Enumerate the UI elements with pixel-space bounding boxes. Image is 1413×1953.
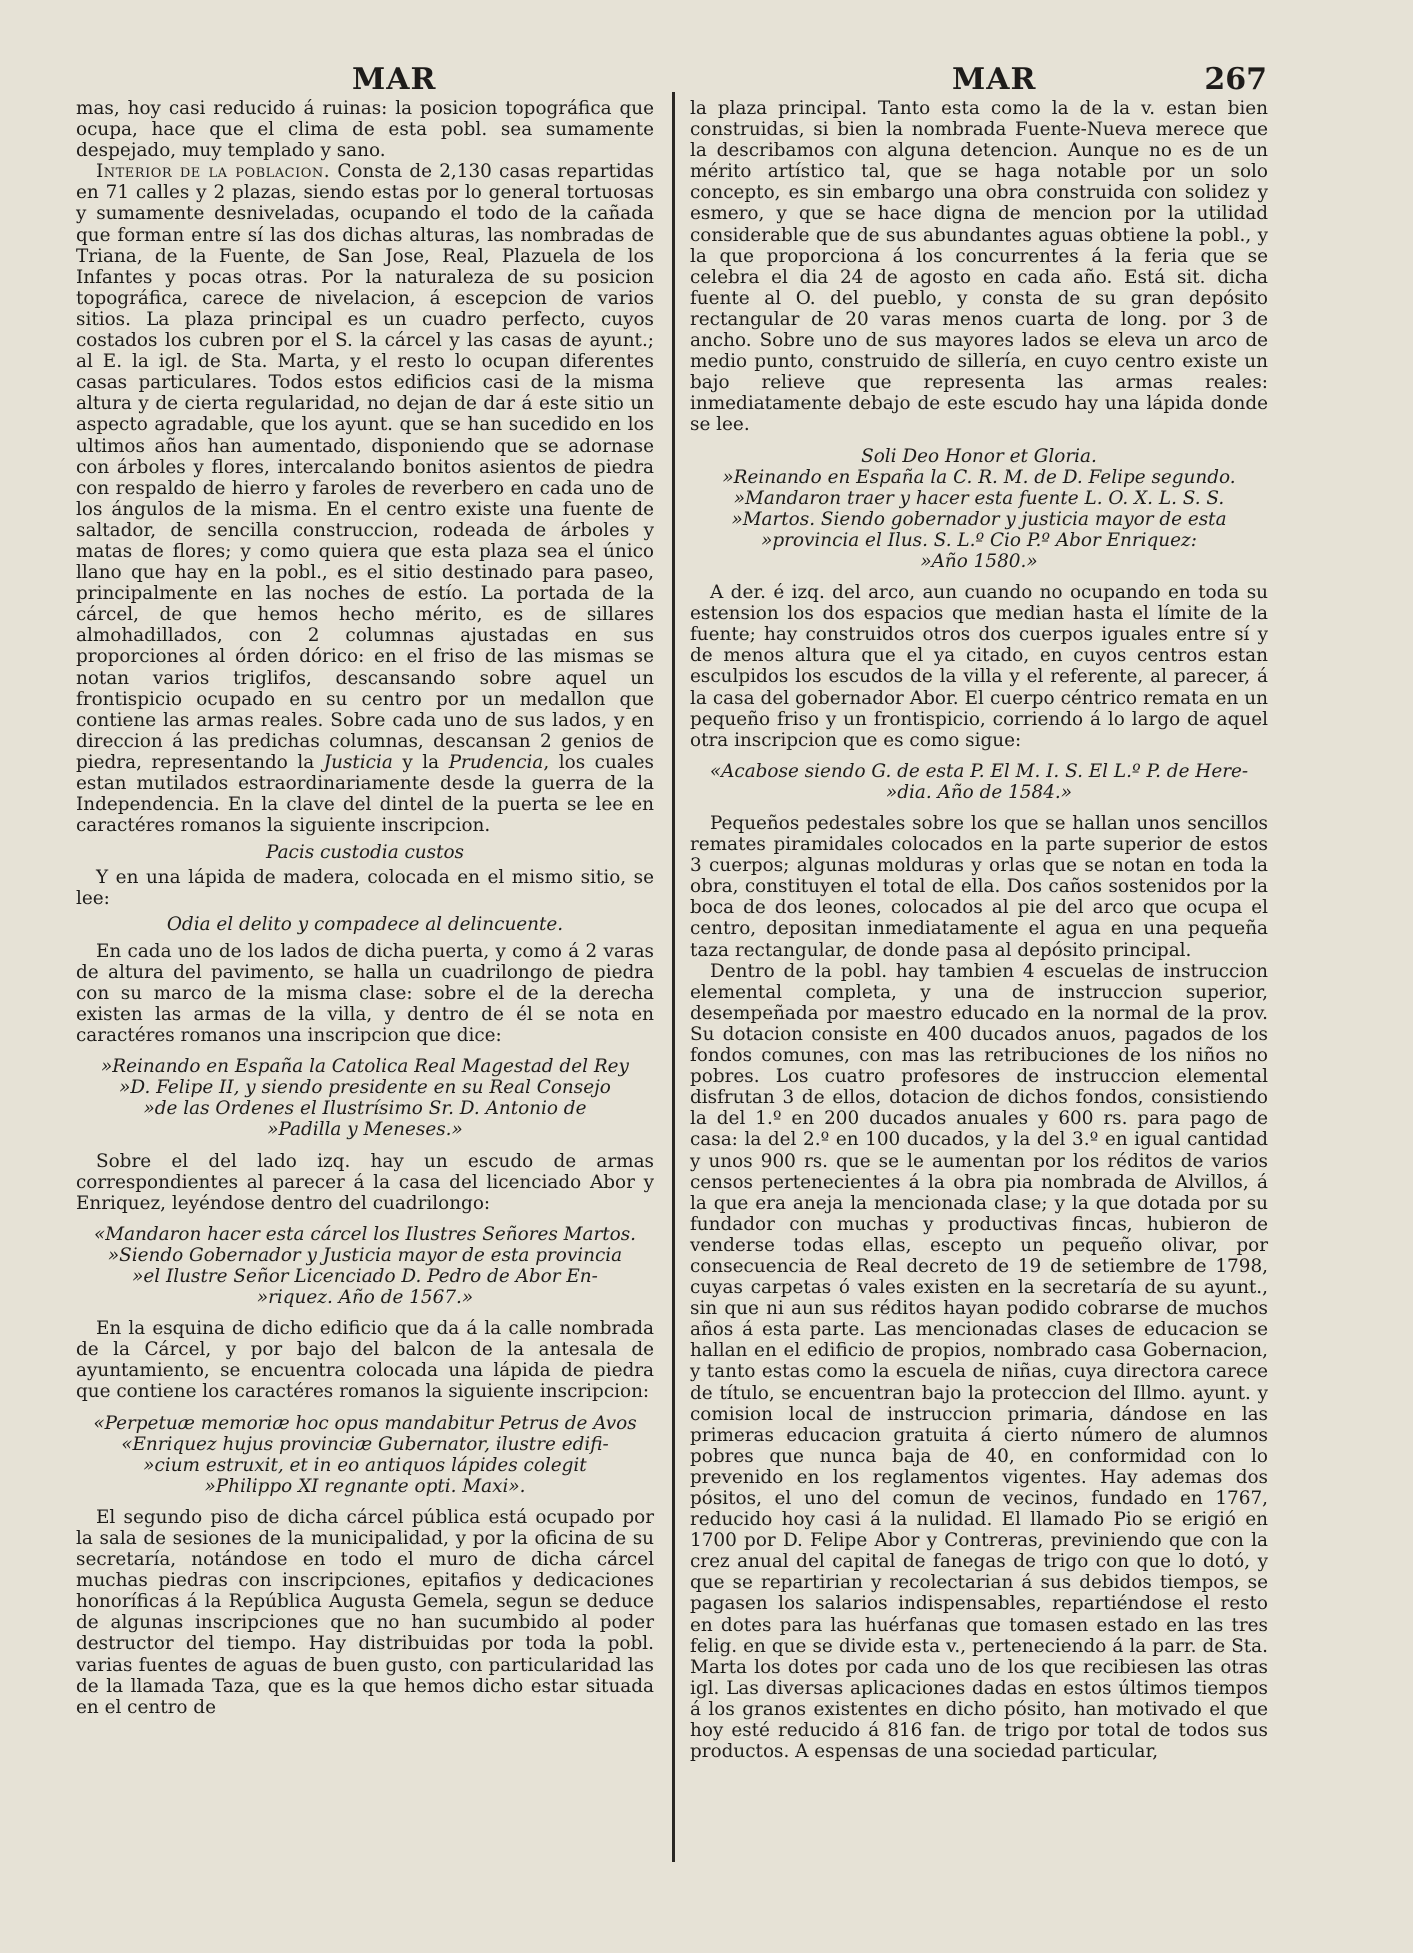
- inscription: Pacis custodia custos: [266, 842, 464, 864]
- paragraph: A der. é izq. del arco, aun cuando no ocupando en toda su estension los dos espacios que median hasta el límite de la fuente; hay construidos otros dos cuerpos iguales entre sí y de menos altura que el ya citado, en cuyos centros estan esculpidos los escudos de la villa y el referente, al parecer, á la casa del gobernador Abor. El cuerpo céntrico remata en un pequeño friso y un frontispicio, corriendo á lo largo de aquel otra inscripcion que es como sigue:: [690, 582, 1268, 751]
- quote-block: «Acabose siendo G. de esta P. El M. I. S. El L.º P. de Here- »dia. Año de 1584.»: [709, 760, 1249, 803]
- running-head-left: MAR: [352, 62, 437, 97]
- paragraph: El segundo piso de dicha cárcel pública está ocupado por la sala de sesiones de la municipalidad, y por la oficina de su secretaría, notándose en todo el muro de dicha cárcel muchas piedras con inscripciones, epitafios y dedicaciones honoríficas á la República Augusta Gemela, segun se deduce de algunas inscripciones que no han sucumbido al poder destructor del tiempo. Hay distribuidas por toda la pobl. varias fuentes de aguas de buen gusto, con particularidad las de la llamada Taza, que es la que hemos dicho estar situada en el centro de: [76, 1506, 654, 1718]
- paragraph: En la esquina de dicho edificio que da á la calle nombrada de la Cárcel, y por bajo del balcon de la antesala de ayuntamiento, se encuentra colocada una lápida de piedra que contiene los caractéres romanos la siguiente inscripcion:: [76, 1318, 654, 1403]
- paragraph: Sobre el del lado izq. hay un escudo de armas correspondientes al parecer á la casa del licenciado Abor y Enriquez, leyéndose dentro del cuadrilongo:: [76, 1150, 654, 1214]
- paragraph: Dentro de la pobl. hay tambien 4 escuelas de instruccion elemental completa, y una de instruccion superior, desempeñada por maestro educado en la normal de la prov. Su dotacion consiste en 400 ducados anuos, pagados de los fondos comunes, con mas las retribuciones de los niños no pobres. Los cuatro profesores de instruccion elemental disfrutan 3 de ellos, dotacion de dichos fondos, consistiendo la del 1.º en 200 ducados anuales y 600 rs. para pago de casa: la del 2.º en 100 ducados, y la del 3.º en igual cantidad y unos 900 rs. que se le aumentan por los réditos de varios censos pertenecientes á la obra pia nombrada de Alvillos, á la que era aneja la mencionada clase; y la que dotada por su fundador con muchas y productivas fincas, hubieron de venderse todas ellas, escepto un pequeño olivar, por consecuencia de Real decreto de 19 de setiembre de 1798, cuyas carpetas ó vales existen en la secretaría de su ayunt., sin que ni aun sus réditos hayan podido cobrarse de muchos años á esta parte. Las mencionadas clases de educacion se hallan en el edificio de propios, nombrado casa Gobernacion, y tanto estas como la escuela de niñas, cuya directora carece de título, se encuentran bajo la proteccion del Illmo. ayunt. y comision local de instruccion primaria, dándose en las primeras educacion gratuita á cierto número de alumnos pobres que nunca baja de 40, en conformidad con lo prevenido en los reglamentos vigentes. Hay ademas dos pósitos, el uno del comun de vecinos, fundado en 1767, reducido hoy casi á la nulidad. El llamado Pio se erigió en 1700 por D. Felipe Abor y Contreras, previniendo que con la crez anual del capital de fanegas de trigo con que lo dotó, y que se repartirian y recolectarian á sus debidos tiempos, se pagasen los salarios indispensables, repartiéndose el resto en dotes para las huérfanas que tomasen estado en las tres felig. en que se divide esta v., perteneciendo á la parr. de Sta. Marta los dotes por cada uno de los que recibiesen las otras igl. Las diversas aplicaciones dadas en estos últimos tiempos á los granos existentes en dicho pósito, han motivado el que hoy esté reducido á 816 fan. de trigo por total de todos sus productos. A espensas de una sociedad particular,: [690, 960, 1268, 1763]
- quote-block: «Mandaron hacer esta cárcel los Ilustres Señores Martos. »Siendo Gobernador y Justicia mayor de esta provincia »el Ilustre Señor Licenciado D. Pedro de Abor En- »riquez. Año de 1567.»: [93, 1223, 636, 1309]
- right-column: [690, 98, 1268, 1762]
- column-divider: [672, 92, 675, 1862]
- paragraph: Interior de la poblacion. Consta de 2,130 casas repartidas en 71 calles y 2 plazas, siendo estas por lo general tortuosas y sumamente desniveladas, ocupando el todo de la cañada que forman entre sí las dos dichas alturas, las nombradas de Triana, de la Fuente, de San Jose, Real, Plazuela de los Infantes y pocas otras. Por la naturaleza de su posicion topográfica, carece de nivelacion, á escepcion de varios sitios. La plaza principal es un cuadro perfecto, cuyos costados los cubren por el S. la cárcel y las casas de ayunt.; al E. la igl. de Sta. Marta, y el resto lo ocupan diferentes casas particulares. Todos estos edificios casi de la misma altura y de cierta regularidad, no dejan de dar á este sitio un aspecto agradable, que los ayunt. que se han sucedido en los ultimos años han aumentado, disponiendo que se adornase con árboles y flores, intercalando bonitos asientos de piedra con respaldo de hierro y faroles de reverbero en cada uno de los ángulos de la misma. En el centro existe una fuente de saltador, de sencilla construccion, rodeada de árboles y matas de flores; y como quiera que esta plaza sea el único llano que hay en la pobl., es el sitio destinado para paseo, principalmente en las noches de estío. La portada de la cárcel, de que hemos hecho mérito, es de sillares almohadillados, con 2 columnas ajustadas en sus proporciones al órden dórico: en el friso de las mismas se notan varios triglifos, descansando sobre aquel un frontispicio ocupado en su centro por un medallon que contiene las armas reales. Sobre cada uno de sus lados, y en direccion á las predichas columnas, descansan 2 genios de piedra, representando la Justicia y la Prudencia, los cuales estan mutilados estraordinariamente desde la guerra de la Independencia. En la clave del dintel de la puerta se lee en caractéres romanos la siguiente inscripcion.: [76, 161, 654, 837]
- paragraph: Pequeños pedestales sobre los que se hallan unos sencillos remates piramidales colocados en la parte superior de estos 3 cuerpos; algunas molduras y orlas que se notan en toda la obra, constituyen el total de ella. Dos caños sostenidos por la boca de dos leones, colocados al pie del arco que ocupa el centro, depositan inmediatamente el agua en una pequeña taza rectangular, de donde pasa al depósito principal.: [690, 813, 1268, 961]
- paragraph: En cada uno de los lados de dicha puerta, y como á 2 varas de altura del pavimento, se halla un cuadrilongo de piedra con su marco de la misma clase: sobre el de la derecha existen las armas de la villa, y dentro de él se nota en caractéres romanos una inscripcion que dice:: [76, 940, 654, 1047]
- quote-block: «Perpetuæ memoriæ hoc opus mandabitur Petrus de Avos «Enriquez hujus provinciæ Gubernator, ilustre edifi- »cium estruxit, et in eo antiquos lápides colegit »Philippo XI regnante opti. Maxi».: [93, 1412, 637, 1497]
- page-number: 267: [1204, 62, 1267, 97]
- left-column: [76, 98, 654, 1718]
- paragraph: Y en una lápida de madera, colocada en el mismo sitio, se lee:: [76, 867, 654, 910]
- quote-block: Soli Deo Honor et Gloria. »Reinando en España la C. R. M. de D. Felipe segundo. »Mandaron traer y hacer esta fuente L. O. X. L. S. S. »Martos. Siendo gobernador y justicia mayor de esta »provincia el Ilus. S. L.º Cio P.º Abor Enriquez: »Año 1580.»: [722, 445, 1236, 572]
- inscription: Odia el delito y compadece al delincuente.: [166, 913, 564, 935]
- paragraph: la plaza principal. Tanto esta como la de la v. estan bien construidas, si bien la nombrada Fuente-Nueva merece que la describamos con alguna detencion. Aunque no es de un mérito artístico tal, que se haga notable por un solo concepto, es sin embargo una obra construida con solidez y esmero, y que se hace digna de mencion por la utilidad considerable que de sus abundantes aguas obtiene la pobl., y la que proporciona á los concurrentes á la feria que se celebra el dia 24 de agosto en cada año. Está sit. dicha fuente al O. del pueblo, y consta de su gran depósito rectangular de 20 varas menos cuarta de long. por 3 de ancho. Sobre uno de sus mayores lados se eleva un arco de medio punto, construido de sillería, en cuyo centro existe un bajo relieve que representa las armas reales: inmediatamente debajo de este escudo hay una lápida donde se lee.: [690, 98, 1268, 436]
- quote-block: »Reinando en España la Catolica Real Magestad del Rey »D. Felipe II, y siendo presidente en su Real Consejo »de las Ordenes el Ilustrísimo Sr. D. Antonio de »Padilla y Meneses.»: [101, 1056, 629, 1141]
- running-head-right: MAR: [952, 62, 1037, 97]
- section-heading: Interior de la poblacion.: [96, 161, 331, 183]
- paragraph: mas, hoy casi reducido á ruinas: la posicion topográfica que ocupa, hace que el clima de esta pobl. sea sumamente despejado, muy templado y sano.: [76, 98, 654, 162]
